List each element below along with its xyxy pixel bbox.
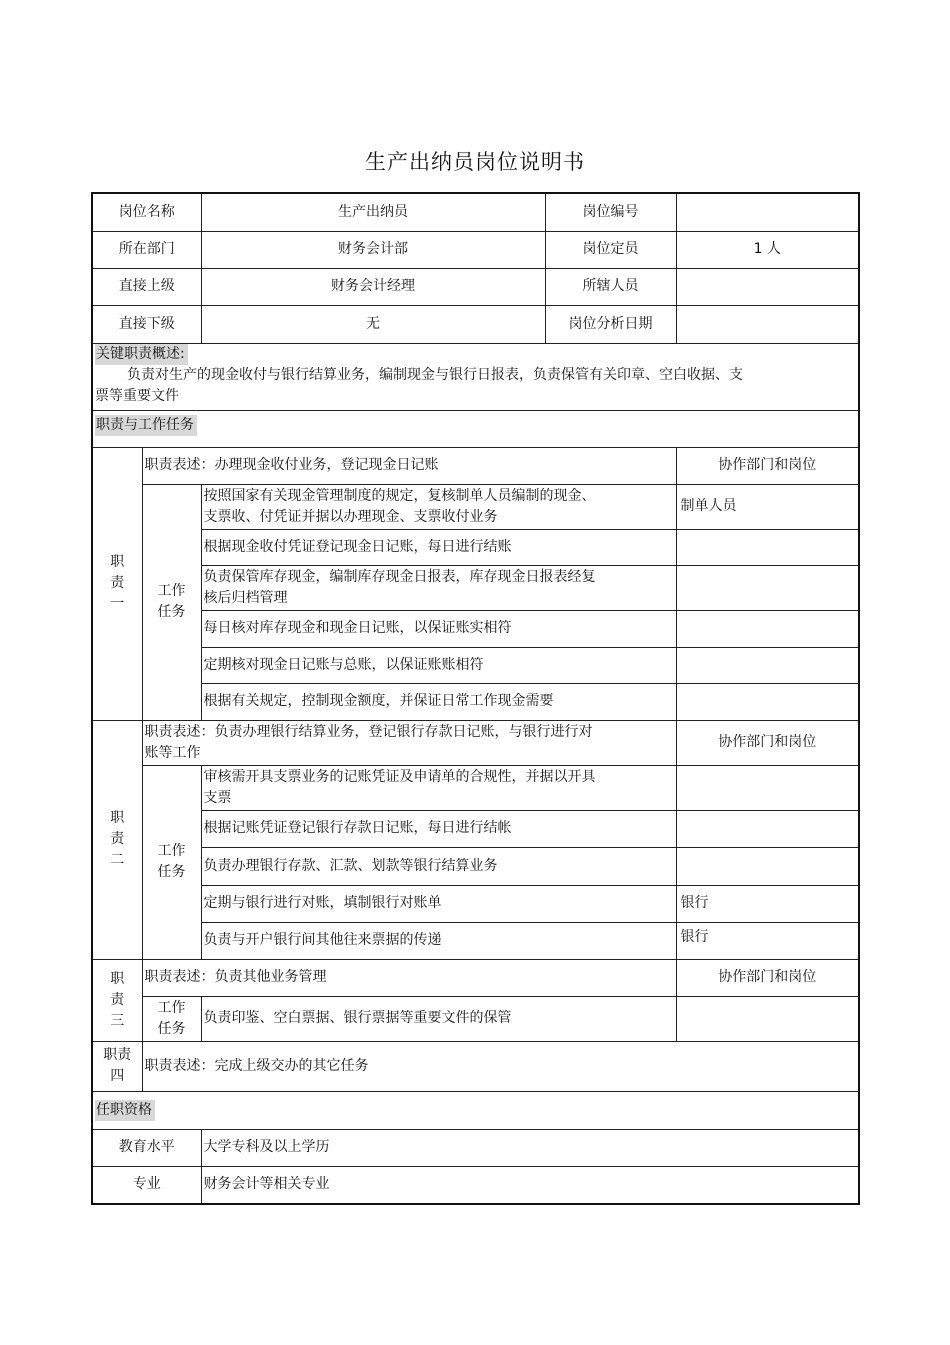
duty1-label: 职 责 一 — [92, 447, 142, 720]
duty2-task-4-coop: 银行 — [676, 885, 859, 922]
duty2-task-5: 负责与开户银行间其他往来票据的传递 — [201, 922, 676, 959]
document-title: 生产出纳员岗位说明书 — [365, 150, 585, 174]
duty2-task-1-coop — [676, 765, 859, 810]
duty2-task-5-coop: 银行 — [676, 922, 859, 959]
value-direct-superior: 财务会计经理 — [201, 268, 545, 305]
job-description-table — [91, 192, 860, 1205]
summary-line-2: 票等重要文件 — [95, 387, 179, 404]
duty4-statement: 职责表述：完成上级交办的其它任务 — [142, 1041, 859, 1091]
duty2-statement: 职责表述：负责办理银行结算业务，登记银行存款日记账，与银行进行对 账等工作 — [142, 720, 676, 765]
duty1-statement: 职责表述：办理现金收付业务，登记现金日记账 — [142, 447, 676, 484]
duty1-task-4: 每日核对库存现金和现金日记账，以保证账实相符 — [201, 610, 676, 647]
summary-line-1: 负责对生产的现金收付与银行结算业务，编制现金与银行日报表，负责保管有关印章、空白收据、支 — [127, 366, 743, 383]
duty1-task-1: 按照国家有关现金管理制度的规定，复核制单人员编制的现金、 支票收、付凭证并据以办理现金、支票收付业务 — [201, 484, 676, 529]
value-subordinate-staff — [676, 268, 859, 305]
summary-heading: 关键职责概述: — [95, 344, 188, 365]
value-position-name: 生产出纳员 — [201, 193, 545, 231]
duties-heading-row — [92, 410, 859, 447]
duty1-task-6-coop — [676, 683, 859, 720]
duty2-coop-header: 协作部门和岗位 — [676, 720, 859, 765]
duty4-label: 职责 四 — [92, 1041, 142, 1091]
duty3-task-1-coop — [676, 996, 859, 1041]
duty2-task-1: 审核需开具支票业务的记账凭证及申请单的合规性，并据以开具 支票 — [201, 765, 676, 810]
duty2-task-label: 工作 任务 — [142, 765, 201, 959]
duty3-task-1: 负责印鉴、空白票据、银行票据等重要文件的保管 — [201, 996, 676, 1041]
label-education: 教育水平 — [92, 1129, 201, 1166]
label-position-name: 岗位名称 — [92, 193, 201, 231]
duty3-statement: 职责表述：负责其他业务管理 — [142, 959, 676, 996]
value-education: 大学专科及以上学历 — [201, 1129, 859, 1166]
label-subordinate-staff: 所辖人员 — [545, 268, 676, 305]
duty1-task-2: 根据现金收付凭证登记现金日记账，每日进行结账 — [201, 529, 676, 565]
value-analysis-date — [676, 305, 859, 343]
qualification-heading-row — [92, 1091, 859, 1129]
label-position-code: 岗位编号 — [545, 193, 676, 231]
label-headcount: 岗位定员 — [545, 231, 676, 268]
duty1-task-3: 负责保管库存现金，编制库存现金日报表，库存现金日报表经复 核后归档管理 — [201, 565, 676, 610]
duty2-task-2-coop — [676, 810, 859, 847]
duty1-task-2-coop — [676, 529, 859, 565]
value-department: 财务会计部 — [201, 231, 545, 268]
duty1-task-6: 根据有关规定，控制现金额度，并保证日常工作现金需要 — [201, 683, 676, 720]
duty3-task-label: 工作 任务 — [142, 996, 201, 1041]
value-headcount: 1 人 — [676, 231, 859, 268]
label-major: 专业 — [92, 1166, 201, 1204]
duty1-task-5: 定期核对现金日记账与总账，以保证账账相符 — [201, 647, 676, 683]
duty2-task-4: 定期与银行进行对账，填制银行对账单 — [201, 885, 676, 922]
value-major: 财务会计等相关专业 — [201, 1166, 859, 1204]
label-direct-superior: 直接上级 — [92, 268, 201, 305]
value-position-code — [676, 193, 859, 231]
label-direct-subordinate: 直接下级 — [92, 305, 201, 343]
value-direct-subordinate: 无 — [201, 305, 545, 343]
duty2-task-3: 负责办理银行存款、汇款、划款等银行结算业务 — [201, 847, 676, 885]
duty1-task-label: 工作 任务 — [142, 484, 201, 720]
duty2-task-2: 根据记账凭证登记银行存款日记账，每日进行结帐 — [201, 810, 676, 847]
duty2-label: 职 责 二 — [92, 720, 142, 959]
duty3-coop-header: 协作部门和岗位 — [676, 959, 859, 996]
duty1-coop-header: 协作部门和岗位 — [676, 447, 859, 484]
summary-section — [92, 343, 859, 410]
label-analysis-date: 岗位分析日期 — [545, 305, 676, 343]
duty1-task-1-coop: 制单人员 — [676, 484, 859, 529]
duty2-task-3-coop — [676, 847, 859, 885]
qualification-heading: 任职资格 — [95, 1100, 155, 1121]
duties-heading: 职责与工作任务 — [95, 415, 197, 436]
duty1-task-5-coop — [676, 647, 859, 683]
duty3-label: 职 责 三 — [92, 959, 142, 1041]
duty1-task-4-coop — [676, 610, 859, 647]
label-department: 所在部门 — [92, 231, 201, 268]
duty1-task-3-coop — [676, 565, 859, 610]
